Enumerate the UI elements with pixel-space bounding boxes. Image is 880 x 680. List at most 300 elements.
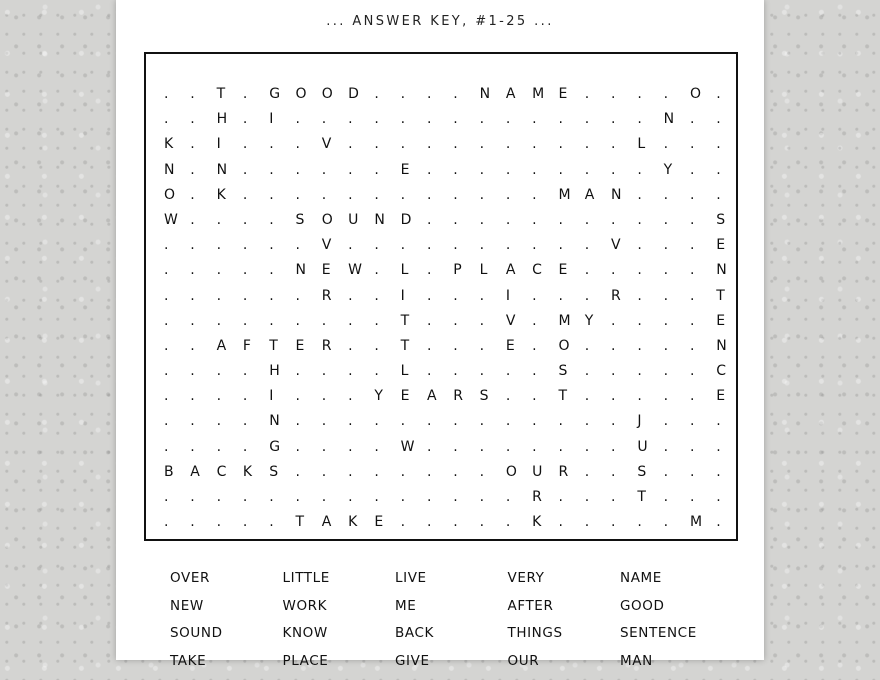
grid-dot: .: [164, 359, 190, 384]
grid-letter: N: [480, 82, 506, 107]
grid-dot: .: [637, 208, 663, 233]
grid-dot: .: [243, 132, 269, 157]
grid-dot: .: [480, 183, 506, 208]
grid-dot: .: [269, 258, 295, 283]
grid-letter: T: [637, 485, 663, 510]
word-list-item: NEW: [170, 598, 283, 626]
grid-dot: .: [322, 158, 348, 183]
grid-letter: R: [558, 460, 584, 485]
grid-letter: S: [269, 460, 295, 485]
grid-dot: .: [190, 82, 216, 107]
grid-dot: .: [269, 208, 295, 233]
grid-dot: .: [243, 158, 269, 183]
grid-dot: .: [690, 309, 716, 334]
grid-letter: E: [558, 258, 584, 283]
grid-letter: T: [401, 334, 427, 359]
grid-letter: V: [506, 309, 532, 334]
grid-dot: .: [453, 309, 479, 334]
grid-letter: N: [374, 208, 400, 233]
grid-dot: .: [401, 233, 427, 258]
grid-dot: .: [585, 485, 611, 510]
grid-dot: .: [217, 258, 243, 283]
grid-letter: V: [322, 233, 348, 258]
grid-dot: .: [690, 409, 716, 434]
word-list-item: AFTER: [508, 598, 621, 626]
grid-dot: .: [637, 183, 663, 208]
grid-dot: .: [532, 309, 558, 334]
grid-dot: .: [374, 82, 400, 107]
grid-dot: .: [217, 435, 243, 460]
grid-letter: T: [558, 384, 584, 409]
grid-dot: .: [480, 359, 506, 384]
grid-dot: .: [637, 82, 663, 107]
grid-dot: .: [453, 82, 479, 107]
grid-dot: .: [585, 258, 611, 283]
word-list-item: PLACE: [283, 653, 396, 680]
grid-dot: .: [585, 384, 611, 409]
grid-dot: .: [611, 435, 637, 460]
grid-dot: .: [217, 309, 243, 334]
grid-dot: .: [690, 208, 716, 233]
grid-letter: L: [480, 258, 506, 283]
grid-dot: .: [637, 233, 663, 258]
grid-letter: S: [637, 460, 663, 485]
grid-dot: .: [374, 107, 400, 132]
grid-letter: T: [295, 510, 321, 535]
grid-letter: H: [217, 107, 243, 132]
grid-letter: N: [217, 158, 243, 183]
grid-dot: .: [611, 309, 637, 334]
grid-dot: .: [558, 233, 584, 258]
grid-dot: .: [164, 284, 190, 309]
grid-dot: .: [637, 510, 663, 535]
word-list-item: WORK: [283, 598, 396, 626]
grid-dot: .: [217, 284, 243, 309]
word-list: [170, 570, 733, 680]
grid-dot: .: [506, 485, 532, 510]
grid-dot: .: [611, 132, 637, 157]
grid-dot: .: [348, 309, 374, 334]
grid-dot: .: [664, 359, 690, 384]
grid-dot: .: [453, 208, 479, 233]
grid-dot: .: [453, 132, 479, 157]
grid-letter: R: [322, 284, 348, 309]
grid-dot: .: [506, 435, 532, 460]
grid-letter: O: [506, 460, 532, 485]
grid-letter: C: [217, 460, 243, 485]
grid-dot: .: [637, 309, 663, 334]
grid-dot: .: [506, 158, 532, 183]
grid-dot: .: [506, 409, 532, 434]
grid-dot: .: [664, 309, 690, 334]
grid-dot: .: [190, 384, 216, 409]
grid-letter: A: [585, 183, 611, 208]
grid-dot: .: [690, 384, 716, 409]
grid-letter: I: [217, 132, 243, 157]
grid-dot: .: [164, 384, 190, 409]
grid-dot: .: [348, 158, 374, 183]
grid-dot: .: [190, 208, 216, 233]
grid-dot: .: [690, 284, 716, 309]
grid-letter: R: [453, 384, 479, 409]
grid-letter: T: [269, 334, 295, 359]
grid-letter: T: [716, 284, 742, 309]
grid-dot: .: [532, 132, 558, 157]
grid-dot: .: [637, 384, 663, 409]
grid-dot: .: [243, 485, 269, 510]
grid-dot: .: [453, 183, 479, 208]
grid-letter: U: [637, 435, 663, 460]
grid-letter: A: [217, 334, 243, 359]
grid-dot: .: [637, 107, 663, 132]
grid-dot: .: [480, 510, 506, 535]
grid-dot: .: [480, 158, 506, 183]
grid-dot: .: [374, 409, 400, 434]
grid-dot: .: [716, 82, 742, 107]
grid-dot: .: [611, 258, 637, 283]
grid-dot: .: [480, 409, 506, 434]
grid-dot: .: [269, 309, 295, 334]
word-list-item: VERY: [508, 570, 621, 598]
grid-dot: .: [664, 384, 690, 409]
grid-letter: V: [611, 233, 637, 258]
grid-letter: I: [506, 284, 532, 309]
word-list-item: MAN: [620, 653, 733, 680]
grid-dot: .: [190, 409, 216, 434]
grid-dot: .: [585, 409, 611, 434]
grid-letter: I: [401, 284, 427, 309]
grid-dot: .: [348, 284, 374, 309]
page-title: ... ANSWER KEY, #1-25 ...: [116, 14, 764, 29]
grid-dot: .: [190, 435, 216, 460]
grid-dot: .: [322, 485, 348, 510]
grid-dot: .: [295, 132, 321, 157]
grid-letter: E: [558, 82, 584, 107]
grid-dot: .: [690, 258, 716, 283]
grid-letter: E: [716, 384, 742, 409]
grid-dot: .: [690, 485, 716, 510]
grid-dot: .: [585, 510, 611, 535]
word-list-item: OVER: [170, 570, 283, 598]
grid-dot: .: [558, 284, 584, 309]
grid-letter: K: [348, 510, 374, 535]
grid-dot: .: [690, 460, 716, 485]
grid-dot: .: [453, 334, 479, 359]
grid-dot: .: [243, 82, 269, 107]
grid-dot: .: [690, 233, 716, 258]
grid-dot: .: [585, 334, 611, 359]
grid-dot: .: [374, 309, 400, 334]
word-list-item: GOOD: [620, 598, 733, 626]
grid-dot: .: [664, 132, 690, 157]
grid-letter: L: [401, 359, 427, 384]
grid-letter: U: [348, 208, 374, 233]
grid-dot: .: [506, 384, 532, 409]
grid-letter: A: [190, 460, 216, 485]
grid-letter: A: [322, 510, 348, 535]
grid-letter: L: [637, 132, 663, 157]
grid-dot: .: [664, 284, 690, 309]
grid-dot: .: [295, 359, 321, 384]
grid-dot: .: [374, 258, 400, 283]
grid-dot: .: [217, 485, 243, 510]
grid-dot: .: [611, 82, 637, 107]
grid-dot: .: [585, 435, 611, 460]
grid-dot: .: [453, 158, 479, 183]
grid-dot: .: [480, 107, 506, 132]
grid-dot: .: [243, 284, 269, 309]
grid-dot: .: [506, 510, 532, 535]
grid-dot: .: [664, 460, 690, 485]
grid-dot: .: [269, 284, 295, 309]
grid-dot: .: [611, 359, 637, 384]
grid-dot: .: [716, 132, 742, 157]
grid-dot: .: [243, 510, 269, 535]
grid-dot: .: [558, 435, 584, 460]
grid-dot: .: [558, 208, 584, 233]
grid-dot: .: [716, 158, 742, 183]
grid-dot: .: [190, 485, 216, 510]
grid-dot: .: [348, 359, 374, 384]
grid-dot: .: [348, 233, 374, 258]
grid-dot: .: [243, 435, 269, 460]
grid-dot: .: [243, 409, 269, 434]
letter-grid: [164, 82, 743, 535]
grid-dot: .: [348, 409, 374, 434]
grid-dot: .: [322, 183, 348, 208]
grid-letter: D: [401, 208, 427, 233]
grid-dot: .: [164, 82, 190, 107]
word-list-item: LITTLE: [283, 570, 396, 598]
grid-letter: R: [322, 334, 348, 359]
grid-letter: S: [295, 208, 321, 233]
grid-dot: .: [427, 233, 453, 258]
grid-dot: .: [374, 460, 400, 485]
grid-dot: .: [401, 132, 427, 157]
grid-letter: L: [401, 258, 427, 283]
grid-dot: .: [480, 435, 506, 460]
grid-dot: .: [453, 359, 479, 384]
grid-letter: B: [164, 460, 190, 485]
grid-dot: .: [190, 183, 216, 208]
grid-dot: .: [690, 435, 716, 460]
grid-dot: .: [374, 284, 400, 309]
grid-dot: .: [401, 510, 427, 535]
grid-dot: .: [558, 409, 584, 434]
grid-dot: .: [532, 359, 558, 384]
grid-dot: .: [401, 183, 427, 208]
grid-dot: .: [558, 485, 584, 510]
grid-dot: .: [611, 409, 637, 434]
grid-dot: .: [322, 460, 348, 485]
grid-dot: .: [690, 158, 716, 183]
grid-letter: W: [164, 208, 190, 233]
grid-letter: T: [401, 309, 427, 334]
grid-dot: .: [190, 359, 216, 384]
grid-dot: .: [190, 132, 216, 157]
grid-dot: .: [269, 158, 295, 183]
grid-dot: .: [348, 384, 374, 409]
grid-dot: .: [480, 233, 506, 258]
grid-letter: S: [480, 384, 506, 409]
word-list-item: OUR: [508, 653, 621, 680]
grid-letter: M: [558, 309, 584, 334]
grid-dot: .: [217, 409, 243, 434]
grid-dot: .: [611, 208, 637, 233]
grid-dot: .: [611, 158, 637, 183]
grid-dot: .: [480, 284, 506, 309]
grid-dot: .: [269, 233, 295, 258]
grid-letter: E: [506, 334, 532, 359]
grid-dot: .: [217, 384, 243, 409]
grid-letter: K: [164, 132, 190, 157]
grid-letter: E: [716, 233, 742, 258]
grid-dot: .: [243, 309, 269, 334]
grid-dot: .: [427, 435, 453, 460]
grid-dot: .: [611, 384, 637, 409]
grid-dot: .: [295, 485, 321, 510]
grid-dot: .: [690, 359, 716, 384]
grid-dot: .: [558, 107, 584, 132]
grid-dot: .: [190, 284, 216, 309]
grid-dot: .: [427, 460, 453, 485]
grid-dot: .: [664, 208, 690, 233]
grid-dot: .: [690, 334, 716, 359]
grid-dot: .: [243, 208, 269, 233]
grid-dot: .: [269, 183, 295, 208]
grid-dot: .: [585, 233, 611, 258]
grid-dot: .: [637, 359, 663, 384]
word-list-item: SOUND: [170, 625, 283, 653]
grid-letter: O: [164, 183, 190, 208]
grid-dot: .: [506, 132, 532, 157]
grid-dot: .: [401, 82, 427, 107]
grid-dot: .: [374, 158, 400, 183]
grid-letter: W: [348, 258, 374, 283]
grid-dot: .: [611, 334, 637, 359]
grid-letter: K: [243, 460, 269, 485]
grid-letter: A: [427, 384, 453, 409]
grid-letter: S: [558, 359, 584, 384]
grid-dot: .: [164, 334, 190, 359]
grid-dot: .: [453, 460, 479, 485]
grid-dot: .: [190, 158, 216, 183]
grid-dot: .: [427, 82, 453, 107]
word-search-grid-frame: [144, 52, 738, 541]
grid-dot: .: [295, 107, 321, 132]
word-list-item: SENTENCE: [620, 625, 733, 653]
grid-dot: .: [190, 233, 216, 258]
grid-letter: R: [532, 485, 558, 510]
grid-letter: Y: [585, 309, 611, 334]
grid-dot: .: [295, 183, 321, 208]
grid-dot: .: [585, 107, 611, 132]
grid-dot: .: [427, 334, 453, 359]
grid-dot: .: [295, 309, 321, 334]
grid-dot: .: [453, 107, 479, 132]
grid-dot: .: [558, 510, 584, 535]
grid-letter: E: [374, 510, 400, 535]
grid-dot: .: [506, 107, 532, 132]
grid-dot: .: [427, 258, 453, 283]
grid-dot: .: [480, 485, 506, 510]
grid-dot: .: [716, 510, 742, 535]
grid-dot: .: [585, 284, 611, 309]
grid-dot: .: [611, 485, 637, 510]
grid-dot: .: [664, 258, 690, 283]
grid-letter: E: [322, 258, 348, 283]
grid-dot: .: [348, 132, 374, 157]
grid-dot: .: [269, 510, 295, 535]
grid-letter: N: [716, 334, 742, 359]
grid-letter: O: [295, 82, 321, 107]
grid-dot: .: [664, 510, 690, 535]
grid-dot: .: [190, 309, 216, 334]
word-list-item: ME: [395, 598, 508, 626]
grid-letter: N: [664, 107, 690, 132]
grid-dot: .: [427, 132, 453, 157]
grid-dot: .: [532, 384, 558, 409]
grid-letter: N: [269, 409, 295, 434]
grid-dot: .: [611, 460, 637, 485]
grid-letter: O: [558, 334, 584, 359]
grid-letter: P: [453, 258, 479, 283]
grid-letter: D: [348, 82, 374, 107]
grid-letter: E: [295, 334, 321, 359]
grid-letter: K: [217, 183, 243, 208]
grid-dot: .: [506, 233, 532, 258]
grid-dot: .: [585, 158, 611, 183]
grid-dot: .: [532, 158, 558, 183]
grid-dot: .: [690, 107, 716, 132]
grid-letter: S: [716, 208, 742, 233]
grid-dot: .: [164, 233, 190, 258]
grid-dot: .: [664, 82, 690, 107]
grid-dot: .: [190, 510, 216, 535]
grid-dot: .: [190, 258, 216, 283]
grid-dot: .: [480, 309, 506, 334]
grid-letter: C: [716, 359, 742, 384]
grid-dot: .: [243, 233, 269, 258]
grid-dot: .: [585, 132, 611, 157]
grid-dot: .: [453, 435, 479, 460]
grid-dot: .: [164, 258, 190, 283]
grid-dot: .: [637, 158, 663, 183]
grid-dot: .: [374, 334, 400, 359]
grid-dot: .: [348, 485, 374, 510]
grid-dot: .: [374, 132, 400, 157]
grid-dot: .: [374, 233, 400, 258]
grid-dot: .: [453, 485, 479, 510]
grid-dot: .: [716, 435, 742, 460]
grid-dot: .: [401, 107, 427, 132]
grid-dot: .: [295, 158, 321, 183]
grid-dot: .: [532, 107, 558, 132]
grid-letter: V: [322, 132, 348, 157]
word-list-item: GIVE: [395, 653, 508, 680]
grid-dot: .: [427, 409, 453, 434]
grid-letter: M: [690, 510, 716, 535]
grid-dot: .: [322, 359, 348, 384]
grid-dot: .: [611, 107, 637, 132]
grid-dot: .: [558, 132, 584, 157]
grid-dot: .: [716, 183, 742, 208]
grid-dot: .: [532, 284, 558, 309]
grid-dot: .: [427, 309, 453, 334]
grid-dot: .: [664, 183, 690, 208]
grid-dot: .: [322, 107, 348, 132]
grid-letter: M: [532, 82, 558, 107]
